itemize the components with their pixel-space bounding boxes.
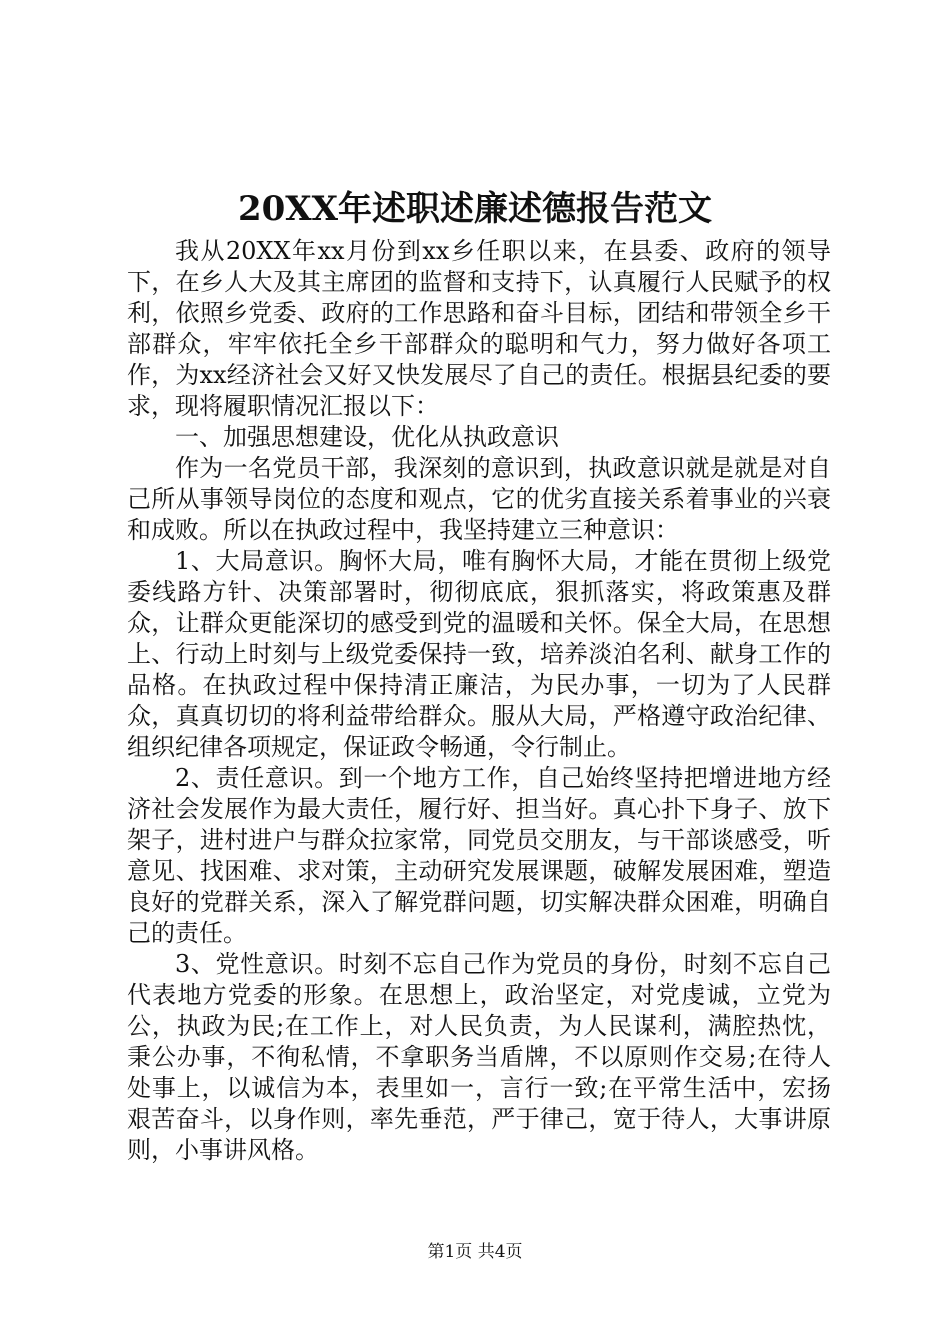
paragraph-party-awareness: 3、党性意识。时刻不忘自己作为党员的身份，时刻不忘自己代表地方党委的形象。在思想上，政治坚定，对党虔诚，立党为公，执政为民;在工作上，对人民负责，为人民谋利，满腔热忱，秉公办事，不徇私情，不拿职务当盾牌，不以原则作交易;在待人处事上，以诚信为本，表里如一，言行一致;在平常生活中，宏扬艰苦奋斗，以身作则，率先垂范，严于律己，宽于待人，大事讲原则，小事讲风格。 [127, 950, 831, 1164]
paragraph-intro: 我从20XX年xx月份到xx乡任职以来，在县委、政府的领导下，在乡人大及其主席团的监督和支持下，认真履行人民赋予的权利，依照乡党委、政府的工作思路和奋斗目标，团结和带领全乡干部群众，牢牢依托全乡干部群众的聪明和气力，努力做好各项工作，为xx经济社会又好又快发展尽了自己的责任。根据县纪委的要求，现将履职情况汇报以下： [127, 237, 831, 420]
section-heading: 一、加强思想建设，优化从执政意识 [175, 423, 559, 451]
paragraph-responsibility-awareness: 2、责任意识。到一个地方工作，自己始终坚持把增进地方经济社会发展作为最大责任，履行好、担当好。真心扑下身子、放下架子，进村进户与群众拉家常，同党员交朋友，与干部谈感受，听意见、找困难、求对策，主动研究发展课题，破解发展困难，塑造良好的党群关系，深入了解党群问题，切实解决群众困难，明确自己的责任。 [127, 764, 831, 947]
paragraph-overall-awareness: 1、大局意识。胸怀大局，唯有胸怀大局，才能在贯彻上级党委线路方针、决策部署时，彻彻底底，狠抓落实，将政策惠及群众，让群众更能深切的感受到党的温暖和关怀。保全大局，在思想上、行动上时刻与上级党委保持一致，培养淡泊名利、献身工作的品格。在执政过程中保持清正廉洁，为民办事，一切为了人民群众，真真切切的将利益带给群众。服从大局，严格遵守政治纪律、组织纪律各项规定，保证政令畅通，令行制止。 [127, 547, 831, 761]
document-body [127, 236, 831, 1166]
paragraph-awareness: 作为一名党员干部，我深刻的意识到，执政意识就是就是对自己所从事领导岗位的态度和观点，它的优劣直接关系着事业的兴衰和成败。所以在执政过程中，我坚持建立三种意识： [127, 454, 831, 544]
page-number-footer: 第1页 共4页 [427, 1242, 523, 1262]
document-title: 20XX年述职述廉述德报告范文 [237, 189, 713, 229]
